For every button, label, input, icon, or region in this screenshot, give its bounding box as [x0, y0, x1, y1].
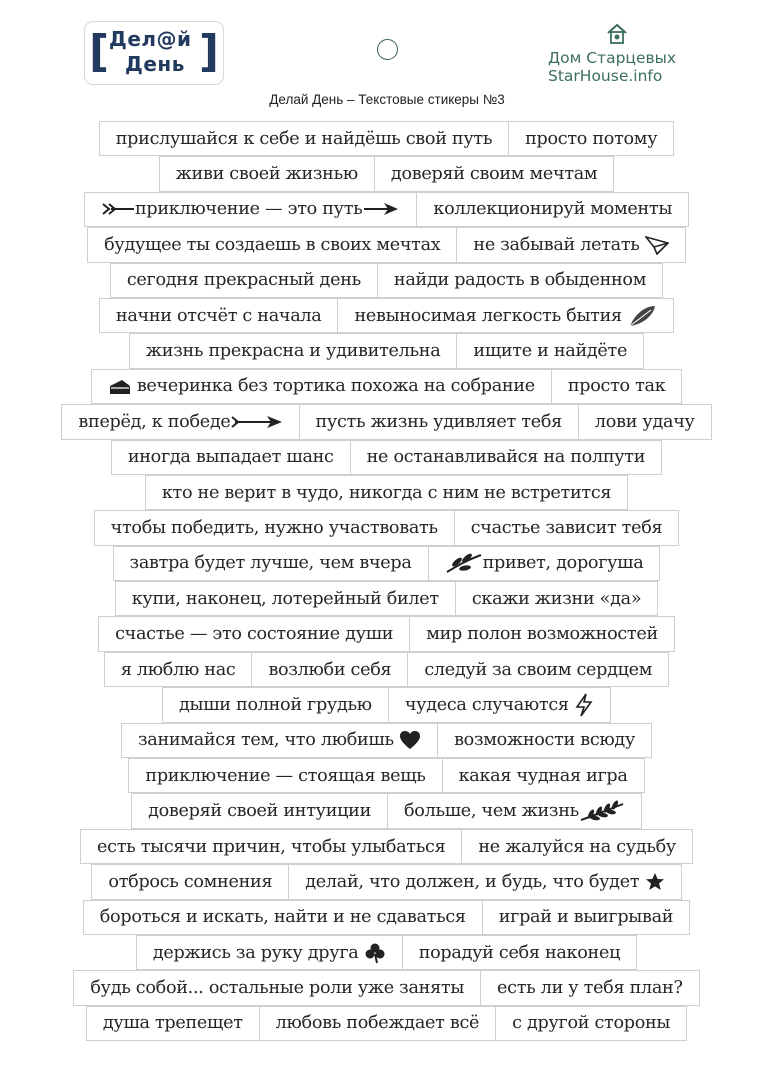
- heart-icon: [399, 730, 421, 750]
- circle-mark-icon: [377, 39, 398, 60]
- sticker-text: не забывай летать: [473, 234, 640, 255]
- sticker: [480, 970, 700, 1005]
- logo-line2: День: [125, 52, 185, 76]
- sticker-row: [0, 687, 774, 722]
- lightning-icon: [574, 693, 594, 717]
- brand-line2: StarHouse.info: [548, 67, 663, 85]
- sticker: [337, 298, 674, 333]
- sticker-row: [0, 793, 774, 828]
- sticker-text: какая чудная игра: [458, 765, 628, 786]
- sticker: [551, 369, 683, 404]
- sticker-row: [0, 156, 774, 191]
- sticker-row: [0, 440, 774, 475]
- sticker-row: [0, 475, 774, 510]
- sticker-text: делай, что должен, и будь, что будет: [305, 871, 640, 892]
- cake-icon: [108, 376, 132, 396]
- sticker: [98, 616, 410, 651]
- sticker-row: [0, 758, 774, 793]
- sticker-text: счастье зависит тебя: [470, 517, 663, 538]
- sticker-text: приключение — стоящая вещь: [145, 765, 426, 786]
- sticker: [456, 333, 644, 368]
- sticker-text: вперёд, к победе: [78, 411, 231, 432]
- sticker: [131, 793, 388, 828]
- sticker: [387, 793, 642, 828]
- sticker-text: доверяй своим мечтам: [390, 164, 598, 185]
- sticker-text: приключение — это путь: [134, 199, 363, 220]
- sticker: [110, 263, 378, 298]
- leaf-branch-icon: [445, 552, 483, 574]
- sticker-text: счастье — это состояние души: [115, 624, 394, 645]
- sticker-text: больше, чем жизнь: [404, 801, 579, 822]
- sticker-text: есть тысячи причин, чтобы улыбаться: [97, 836, 446, 857]
- sticker-row: [0, 192, 774, 227]
- sticker-text: играй и выигрывай: [498, 907, 674, 928]
- sticker: [454, 510, 680, 545]
- sticker: [91, 864, 289, 899]
- sticker-text: пусть жизнь удивляет тебя: [315, 411, 562, 432]
- sticker-text: следуй за своим сердцем: [424, 659, 653, 680]
- sticker: [416, 192, 689, 227]
- sticker-text: чудеса случаются: [404, 694, 569, 715]
- wheat-icon: [579, 800, 625, 822]
- sticker-row: [0, 616, 774, 651]
- sticker: [91, 369, 552, 404]
- sticker-text: есть ли у тебя план?: [497, 978, 683, 999]
- sticker: [508, 121, 674, 156]
- sticker-text: кто не верит в чудо, никогда с ним не встретится: [161, 482, 612, 503]
- sticker-text: вечеринка без тортика похожа на собрание: [136, 376, 535, 397]
- starhouse-brand: [548, 22, 688, 88]
- sticker-text: я люблю нас: [120, 659, 236, 680]
- sticker: [495, 1006, 687, 1041]
- sticker-text: бороться и искать, найти и не сдаваться: [99, 907, 466, 928]
- sticker: [409, 616, 675, 651]
- sticker: [111, 440, 351, 475]
- sticker-text: просто потому: [525, 128, 658, 149]
- sticker: [428, 546, 661, 581]
- sticker-row: [0, 369, 774, 404]
- sticker-row: [0, 581, 774, 616]
- sticker: [159, 156, 375, 191]
- sticker: [407, 652, 669, 687]
- sticker: [99, 121, 509, 156]
- sticker-text: жизнь прекрасна и удивительна: [145, 341, 441, 362]
- sticker: [121, 723, 438, 758]
- sticker: [578, 404, 712, 439]
- sticker-text: мир полон возможностей: [426, 624, 658, 645]
- sticker-row: [0, 298, 774, 333]
- sticker: [377, 263, 663, 298]
- sticker: [455, 581, 658, 616]
- sticker: [84, 192, 417, 227]
- sticker: [402, 935, 637, 970]
- sticker-text: возможности всюду: [454, 730, 636, 751]
- sticker-row: [0, 970, 774, 1005]
- star-icon: [645, 872, 665, 892]
- sticker: [80, 829, 462, 864]
- sticker: [136, 935, 403, 970]
- sticker: [104, 652, 253, 687]
- sticker-text: доверяй своей интуиции: [148, 801, 371, 822]
- sticker-row: [0, 1006, 774, 1041]
- sticker: [350, 440, 663, 475]
- brand-line1: Дом Старцевых: [548, 49, 677, 67]
- clover-icon: [364, 942, 386, 964]
- sticker-text: не останавливайся на полпути: [366, 447, 646, 468]
- logo-bracket-left: [: [89, 26, 110, 77]
- sticker-text: завтра будет лучше, чем вчера: [129, 553, 412, 574]
- sticker: [99, 298, 339, 333]
- sticker: [374, 156, 614, 191]
- sticker-row: [0, 652, 774, 687]
- sticker-text: лови удачу: [594, 411, 695, 432]
- sticker-text: будущее ты создаешь в своих мечтах: [104, 234, 441, 255]
- sticker-text: ищите и найдёте: [473, 341, 628, 362]
- sticker-row: [0, 333, 774, 368]
- sticker: [86, 1006, 260, 1041]
- feather-arrow-icon: [101, 202, 135, 216]
- sticker-text: возлюби себя: [268, 659, 392, 680]
- sticker: [288, 864, 681, 899]
- logo-line1: Дел@й: [109, 27, 192, 51]
- sticker-text: коллекционируй моменты: [433, 199, 673, 220]
- sticker-text: купи, наконец, лотерейный билет: [131, 588, 439, 609]
- sticker: [61, 404, 299, 439]
- sticker-text: не жалуйся на судьбу: [478, 836, 676, 857]
- sticker-text: с другой стороны: [512, 1013, 671, 1034]
- sticker-text: дыши полной грудью: [179, 694, 372, 715]
- sticker: [456, 227, 685, 262]
- sticker-text: скажи жизни «да»: [471, 588, 642, 609]
- sticker-text: живи своей жизнью: [175, 164, 358, 185]
- sticker-row: [0, 404, 774, 439]
- house-icon: [605, 22, 629, 50]
- sticker: [299, 404, 579, 439]
- sticker-row: [0, 263, 774, 298]
- sticker-text: иногда выпадает шанс: [127, 447, 334, 468]
- sticker-text: порадуй себя наконец: [418, 942, 621, 963]
- sticker-text: прислушайся к себе и найдёшь свой путь: [115, 128, 493, 149]
- sticker-row: [0, 864, 774, 899]
- page-subtitle: Делай День – Текстовые стикеры №3: [269, 92, 505, 107]
- sticker-text: занимайся тем, что любишь: [137, 730, 394, 751]
- sticker-row: [0, 546, 774, 581]
- logo-bracket-right: ]: [198, 26, 219, 77]
- sticker: [442, 758, 645, 793]
- sticker-text: любовь побеждает всё: [275, 1013, 480, 1034]
- sticker: [87, 227, 457, 262]
- sticker-text: начни отсчёт с начала: [115, 305, 322, 326]
- sticker: [115, 581, 456, 616]
- sticker: [482, 900, 690, 935]
- delay-den-logo: [84, 21, 224, 85]
- arrow-right-icon: [362, 202, 400, 216]
- paper-plane-icon: [645, 235, 669, 255]
- sticker-text: просто так: [567, 376, 666, 397]
- sticker: [83, 900, 483, 935]
- sticker: [73, 970, 481, 1005]
- arrow-right-icon: [231, 415, 283, 429]
- sticker-text: найди радость в обыденном: [393, 270, 647, 291]
- sticker-text: чтобы победить, нужно участвовать: [110, 517, 438, 538]
- sticker-text: будь собой... остальные роли уже заняты: [90, 978, 465, 999]
- sticker-text: сегодня прекрасный день: [126, 270, 361, 291]
- sticker-row: [0, 723, 774, 758]
- sticker: [145, 475, 628, 510]
- sticker: [128, 758, 442, 793]
- sticker: [251, 652, 408, 687]
- feather-icon: [627, 304, 657, 328]
- sticker: [162, 687, 389, 722]
- sticker-row: [0, 510, 774, 545]
- sticker-text: отбрось сомнения: [108, 871, 273, 892]
- sticker: [113, 546, 429, 581]
- sticker-sheet: [0, 121, 774, 1041]
- sticker-row: [0, 121, 774, 156]
- sticker-row: [0, 829, 774, 864]
- sticker-row: [0, 227, 774, 262]
- sticker-text: душа трепещет: [102, 1013, 243, 1034]
- sticker-row: [0, 935, 774, 970]
- sticker-text: невыносимая легкость бытия: [354, 305, 622, 326]
- sticker-row: [0, 900, 774, 935]
- sticker-text: держись за руку друга: [152, 942, 359, 963]
- sticker: [259, 1006, 497, 1041]
- sticker: [94, 510, 455, 545]
- sticker: [388, 687, 611, 722]
- sticker: [129, 333, 458, 368]
- sticker: [461, 829, 693, 864]
- sticker-text: привет, дорогуша: [482, 553, 644, 574]
- sticker: [437, 723, 652, 758]
